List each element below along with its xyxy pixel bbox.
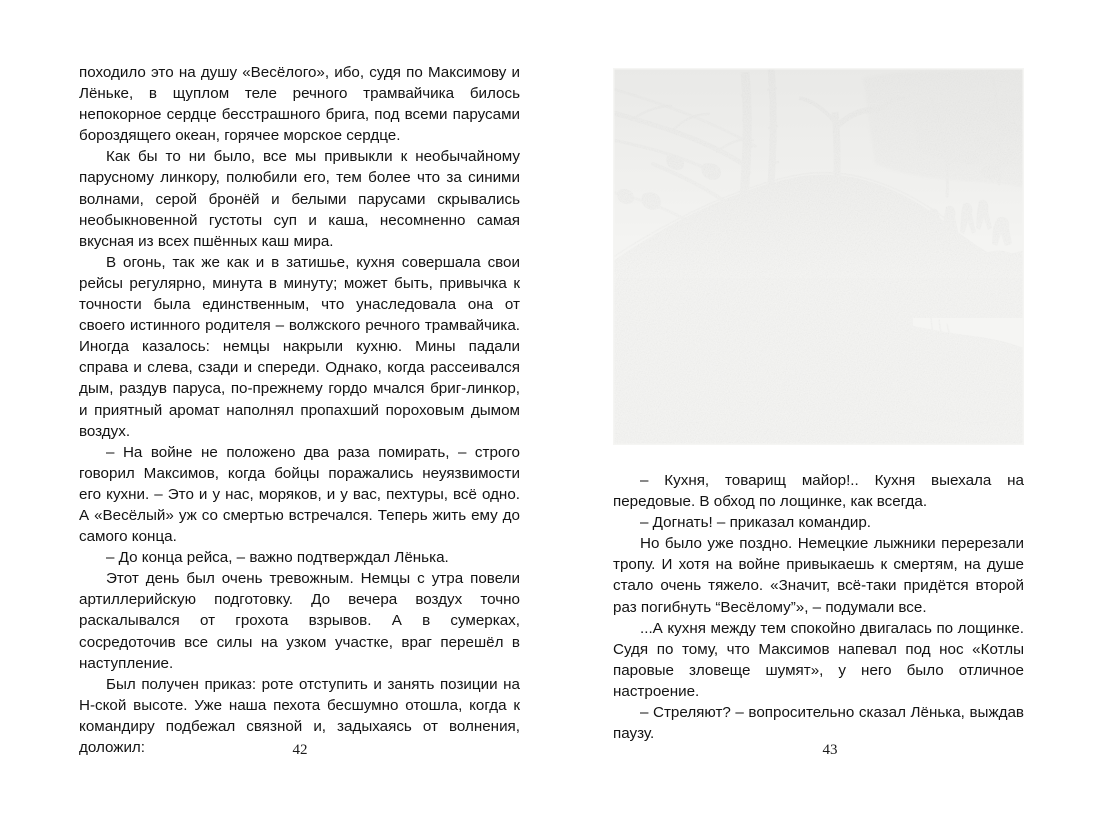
paragraph: – На войне не положено два раза помирать, – строго говорил Максимов, когда бойцы поражались неуязвимости его кухни. – Это и у нас, моряков, и у вас, пехтуры, всё одно. А «Весёлый» уж со смертью встречался. Теперь жить ему до самого конца.	[79, 443, 520, 546]
left-column-text	[79, 62, 520, 758]
paragraph: Этот день был очень тревожным. Немцы с утра повели артиллерийскую подготовку. До вечера воздух точно раскалывался от грохота взрывов. А в сумерках, сосредоточив все силы на узком участке, враг перешёл в наступление.	[79, 570, 520, 672]
paragraph: – Стреляют? – вопросительно сказал Лёнька, выждав паузу.	[613, 704, 1024, 743]
illustration-winter-dugout	[613, 68, 1024, 445]
paragraph: – Кухня, товарищ майор!.. Кухня выехала на передовые. В обход по лощинке, как всегда.	[613, 472, 1024, 511]
illustration-artwork	[613, 68, 1024, 445]
page-number-right: 43	[822, 742, 838, 758]
page-number-left: 42	[292, 742, 308, 758]
paragraph: – Догнать! – приказал командир.	[640, 514, 872, 532]
right-column-text	[613, 470, 1024, 744]
paragraph: – До конца рейса, – важно подтверждал Лёнька.	[106, 549, 449, 567]
paragraph: В огонь, так же как и в затишье, кухня совершала свои рейсы регулярно, минута в минуту; может быть, привычка к точности была единственным, что унаследовала она от своего истинного родителя – волжского речного трамвайчика. Иногда казалось: немцы накрыли кухню. Мины падали справа и слева, сзади и спереди. Однако, когда рассеивался дым, раздув паруса, по-прежнему гордо мчался бриг-линкор, и приятный аромат наполнял пропахший пороховым дымом воздух.	[79, 253, 520, 440]
paragraph: походило это на душу «Весёлого», ибо, судя по Максимову и Лёньке, в щуплом теле речного трамвайчика билось непокорное сердце бесстрашного брига, под всеми парусами бороздящего океан, горячее морское сердце.	[79, 64, 520, 145]
paragraph: ...А кухня между тем спокойно двигалась по лощинке. Судя по тому, что Максимов напевал под нос «Котлы паровые зловеще шумят», у него было отличное настроение.	[613, 619, 1024, 700]
paragraph: Как бы то ни было, все мы привыкли к необычайному парусному линкору, полюбили его, тем более что за синими волнами, серой бронёй и белыми парусами скрывались необыкновенной густоты суп и каша, несомненно самая вкусная из всех пшённых каш мира.	[79, 148, 520, 250]
paragraph: Но было уже поздно. Немецкие лыжники перерезали тропу. И хотя на войне привыкаешь к смертям, на душе стало очень тяжело. «Значит, всё-таки придётся второй раз погибнуть “Весёлому”», – подумали все.	[613, 535, 1024, 616]
paragraph: Был получен приказ: роте отступить и занять позиции на Н-ской высоте. Уже наша пехота бесшумно отошла, когда к командиру подбежал связной и, задыхаясь от волнения, доложил:	[79, 675, 520, 756]
